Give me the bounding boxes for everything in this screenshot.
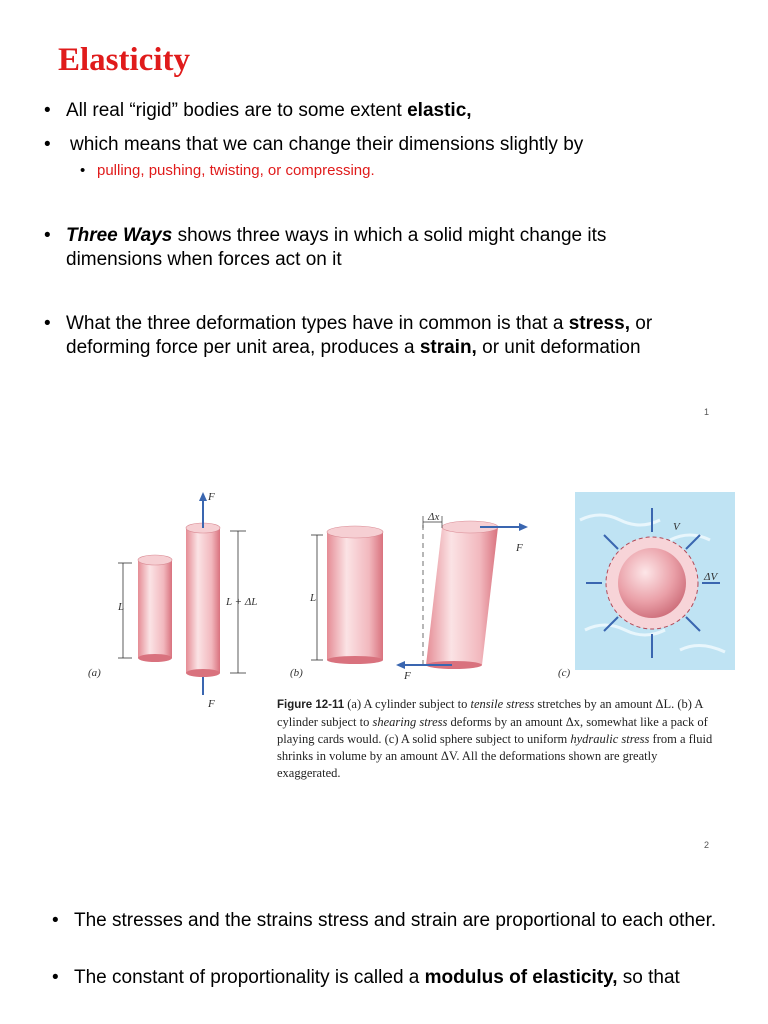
stretched-length-label: L + ΔL <box>226 596 258 608</box>
page-number: 1 <box>704 407 710 417</box>
deformation-figure <box>80 480 740 695</box>
force-label-top: F <box>208 491 215 503</box>
force-label-shear-top: F <box>516 542 523 554</box>
cylinder-b-original <box>327 526 383 664</box>
cylinder-a-small <box>138 555 172 662</box>
figure-label-a: (a) <box>88 667 101 679</box>
cylinder-a-stretched <box>186 523 220 677</box>
force-label-bottom: F <box>208 698 215 710</box>
volume-label: V <box>673 521 680 533</box>
figure-caption: Figure 12-11 (a) A cylinder subject to tensile stress stretches by an amount ΔL. (b) A cylinder subject to shearing stress deforms by an amount Δx, somewhat like a pack of playing cards would. (c) A solid sphere subject to uniform hydraulic stress from a fluid shrinks in volume by an amount ΔV. All the deformations shown are greatly exaggerated. <box>277 697 713 780</box>
figure-label-c: (c) <box>558 667 571 679</box>
page-number: 2 <box>704 840 710 850</box>
force-label-shear-bottom: F <box>404 670 411 682</box>
page-title: Elasticity <box>58 42 190 78</box>
delta-volume-label: ΔV <box>704 571 718 583</box>
dx-label: Δx <box>428 511 440 523</box>
cylinder-b-sheared <box>426 521 498 669</box>
figure-label-b: (b) <box>290 667 303 679</box>
length-label-a: L <box>118 601 125 613</box>
length-label-b: L <box>310 592 317 604</box>
